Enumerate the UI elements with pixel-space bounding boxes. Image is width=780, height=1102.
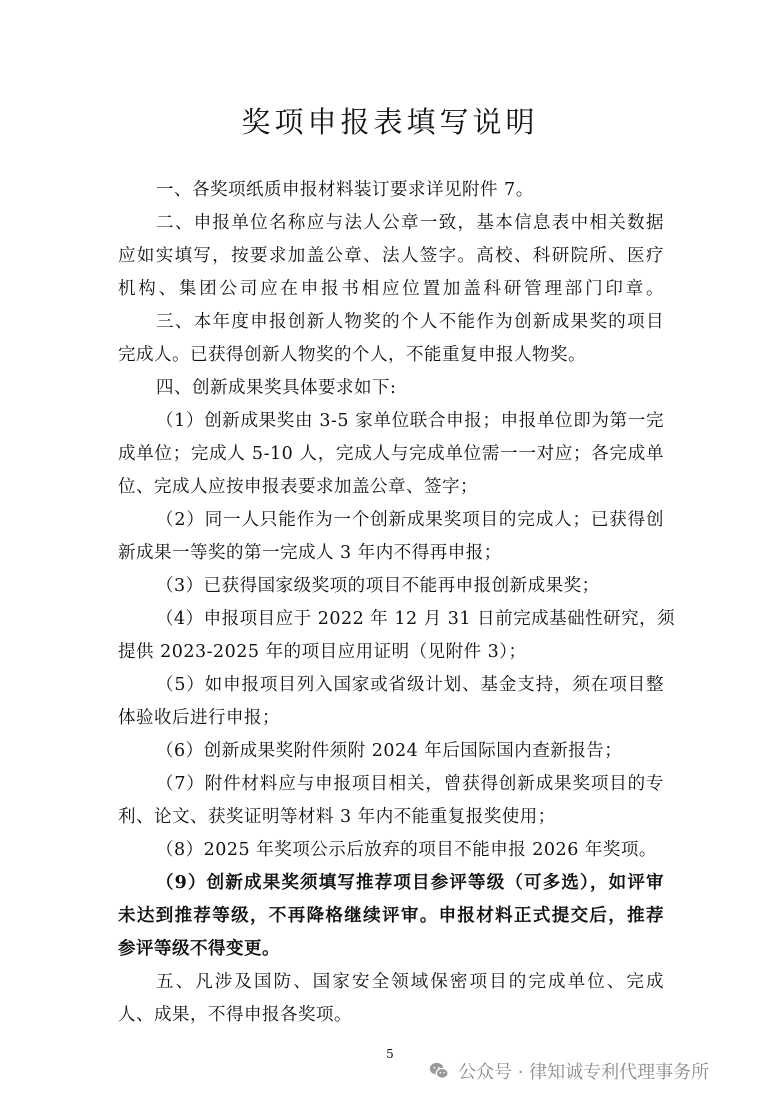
paragraph-line-bold: 未达到推荐等级，不再降格继续评审。申报材料正式提交后，推荐 bbox=[118, 906, 664, 926]
paragraph-line: （8）2025 年奖项公示后放弃的项目不能申报 2026 年奖项。 bbox=[156, 840, 657, 860]
paragraph-line: （2）同一人只能作为一个创新成果奖项目的完成人；已获得创 bbox=[156, 510, 664, 530]
paragraph-line-bold: 参评等级不得变更。 bbox=[118, 939, 280, 959]
wechat-icon bbox=[428, 1060, 450, 1082]
paragraph-line: 四、创新成果奖具体要求如下: bbox=[156, 378, 397, 398]
paragraph-line: （6）创新成果奖附件须附 2024 年后国际国内查新报告； bbox=[156, 741, 623, 761]
paragraph-line: 三、本年度申报创新人物奖的个人不能作为创新成果奖的项目 bbox=[156, 312, 664, 332]
paragraph-line: 新成果一等奖的第一完成人 3 年内不得再申报； bbox=[118, 543, 502, 563]
paragraph-line: 应如实填写，按要求加盖公章、法人签字。高校、科研院所、医疗 bbox=[118, 246, 664, 266]
paragraph-line: 利、论文、获奖证明等材料 3 年内不能重复报奖使用； bbox=[118, 807, 556, 827]
paragraph-line-bold: （9）创新成果奖须填写推荐项目参评等级（可多选），如评审 bbox=[156, 873, 664, 893]
paragraph-line: 成单位；完成人 5-10 人，完成人与完成单位需一一对应；各完成单 bbox=[118, 444, 664, 464]
paragraph-line: （1）创新成果奖由 3-5 家单位联合申报；申报单位即为第一完 bbox=[156, 411, 664, 431]
paragraph-line: 二、申报单位名称应与法人公章一致，基本信息表中相关数据 bbox=[156, 213, 664, 233]
paragraph-line: （7）附件材料应与申报项目相关，曾获得创新成果奖项目的专 bbox=[156, 774, 664, 794]
paragraph-line: 人、成果，不得申报各奖项。 bbox=[118, 1005, 352, 1025]
paragraph-line: 机构、集团公司应在申报书相应位置加盖科研管理部门印章。 bbox=[118, 279, 664, 299]
paragraph-line: 五、凡涉及国防、国家安全领域保密项目的完成单位、完成 bbox=[156, 972, 664, 992]
paragraph-line: （5）如申报项目列入国家或省级计划、基金支持，须在项目整 bbox=[156, 675, 664, 695]
document-title: 奖项申报表填写说明 bbox=[241, 105, 539, 139]
watermark bbox=[428, 1057, 709, 1085]
paragraph-line: （3）已获得国家级奖项的项目不能再申报创新成果奖； bbox=[156, 576, 600, 596]
page-number: 5 bbox=[386, 1047, 394, 1061]
paragraph-line: 提供 2023-2025 年的项目应用证明（见附件 3）； bbox=[118, 642, 527, 662]
watermark-text: 公众号 · 律知诚专利代理事务所 bbox=[458, 1062, 710, 1083]
paragraph-line: （4）申报项目应于 2022 年 12 月 31 日前完成基础性研究，须 bbox=[156, 609, 676, 629]
paragraph-line: 体验收后进行申报； bbox=[118, 708, 280, 728]
paragraph-line: 一、各奖项纸质申报材料装订要求详见附件 7。 bbox=[156, 180, 534, 200]
paragraph-line: 位、完成人应按申报表要求加盖公章、签字； bbox=[118, 477, 478, 497]
paragraph-line: 完成人。已获得创新人物奖的个人，不能重复申报人物奖。 bbox=[118, 345, 586, 365]
